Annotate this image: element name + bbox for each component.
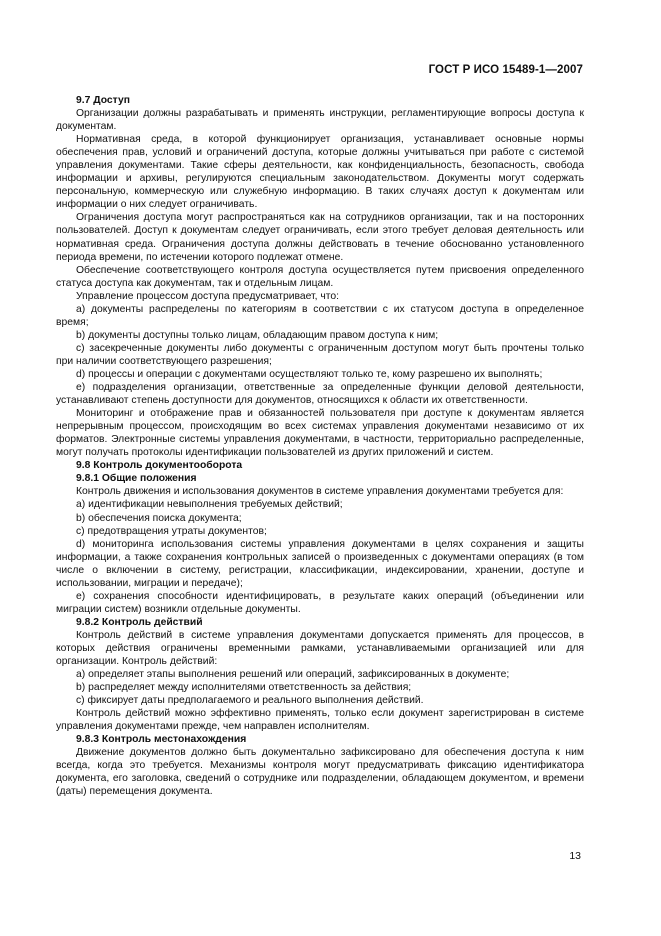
list-item: c) фиксирует даты предполагаемого и реального выполнения действий. [76, 695, 424, 707]
list-item: c) предотвращения утраты документов; [76, 525, 267, 537]
list-item: b) документы доступны только лицам, обладающим правом доступа к ним; [76, 329, 439, 341]
subsection-heading: 9.8.3 Контроль местонахождения [76, 734, 247, 746]
list-item: e) сохранения способности идентифицировать, в результате каких операций (объединении или миграции систем) возникли отдельные документы. [56, 590, 584, 615]
list-item: b) обеспечения поиска документа; [76, 512, 242, 524]
list-item: b) распределяет между исполнителями ответственность за действия; [76, 682, 412, 694]
list-item: d) процессы и операции с документами осуществляют только те, кому разрешено их выполнять; [76, 368, 543, 380]
document-body [56, 94, 584, 799]
paragraph: Контроль действий в системе управления документами допускается применять для процессов, в которых действия ограничены временными рамками, устанавливаемыми организацией или для организации. Контроль действий: [56, 629, 584, 668]
paragraph: Движение документов должно быть документально зафиксировано для обеспечения доступа к ним всегда, когда это требуется. Механизмы контроля могут предусматривать фиксацию идентификатора документа, его заголовка, сведений о сотруднике или подразделении, обладающем документом, и времени (даты) перемещения документа. [56, 747, 584, 798]
subsection-heading: 9.8.2 Контроль действий [76, 616, 203, 628]
section-heading: 9.7 Доступ [76, 95, 131, 106]
list-item: a) идентификации невыполнения требуемых действий; [76, 499, 343, 511]
subsection-heading: 9.8.1 Общие положения [76, 473, 197, 485]
paragraph: Организации должны разрабатывать и применять инструкции, регламентирующие вопросы доступа к документам. [56, 108, 584, 133]
list-item: c) засекреченные документы либо документы с ограниченным доступом могут быть прочтены только при наличии соответствующего разрешения; [56, 342, 584, 367]
paragraph: Нормативная среда, в которой функционирует организация, устанавливает основные нормы обеспечения прав, условий и ограничений доступа, которые должны учитываться при работе с системой управления документами. Такие сферы деятельности, как конфиденциальность, безопасность, свобода информации и архивы, регулируются специальным законодательством. Документы могут содержать персональную, коммерческую или служебную информацию. В таких случаях доступ к документам или информации о них следует ограничивать. [56, 134, 584, 211]
paragraph: Управление процессом доступа предусматривает, что: [76, 290, 340, 302]
paragraph: Контроль действий можно эффективно применять, только если документ зарегистрирован в системе управления документами прежде, чем направлен исполнителям. [56, 708, 584, 733]
page-number: 13 [569, 850, 581, 862]
paragraph: Контроль движения и использования документов в системе управления документами требуется для: [76, 486, 564, 498]
section-heading: 9.8 Контроль документооборота [76, 460, 243, 472]
paragraph: Мониторинг и отображение прав и обязанностей пользователя при доступе к документам является непрерывным процессом, происходящим во всех системах управления документами независимо от их форматов. Электронные системы управления документами, в частности, территориально распределенные, могут получать протоколы идентификации пользователей из других приложений и систем. [56, 408, 584, 459]
paragraph: Обеспечение соответствующего контроля доступа осуществляется путем присвоения определенного статуса доступа как документам, так и отдельным лицам. [56, 264, 584, 289]
list-item: d) мониторинга использования системы управления документами в целях сохранения и защиты информации, а также сохранения контрольных записей о произведенных с документами операциях (в том числе о включении в систему, регистрации, классификации, индексировании, хранении, доступе и использовании, миграции и передаче); [56, 538, 584, 589]
paragraph: Ограничения доступа могут распространяться как на сотрудников организации, так и на посторонних пользователей. Доступ к документам следует ограничивать, если этого требует деловая деятельность или нормативная среда. Ограничения доступа должны действовать в течение обоснованно установленного периода времени, по истечении которого подлежат отмене. [56, 212, 584, 263]
document-code: ГОСТ Р ИСО 15489-1—2007 [428, 64, 583, 76]
list-item: a) документы распределены по категориям в соответствии с их статусом доступа в определенное время; [56, 303, 584, 328]
list-item: a) определяет этапы выполнения решений или операций, зафиксированных в документе; [76, 669, 510, 681]
list-item: e) подразделения организации, ответственные за определенные функции деловой деятельности, устанавливают степень доступности для документов, относящихся к области их ответственности. [56, 382, 584, 407]
